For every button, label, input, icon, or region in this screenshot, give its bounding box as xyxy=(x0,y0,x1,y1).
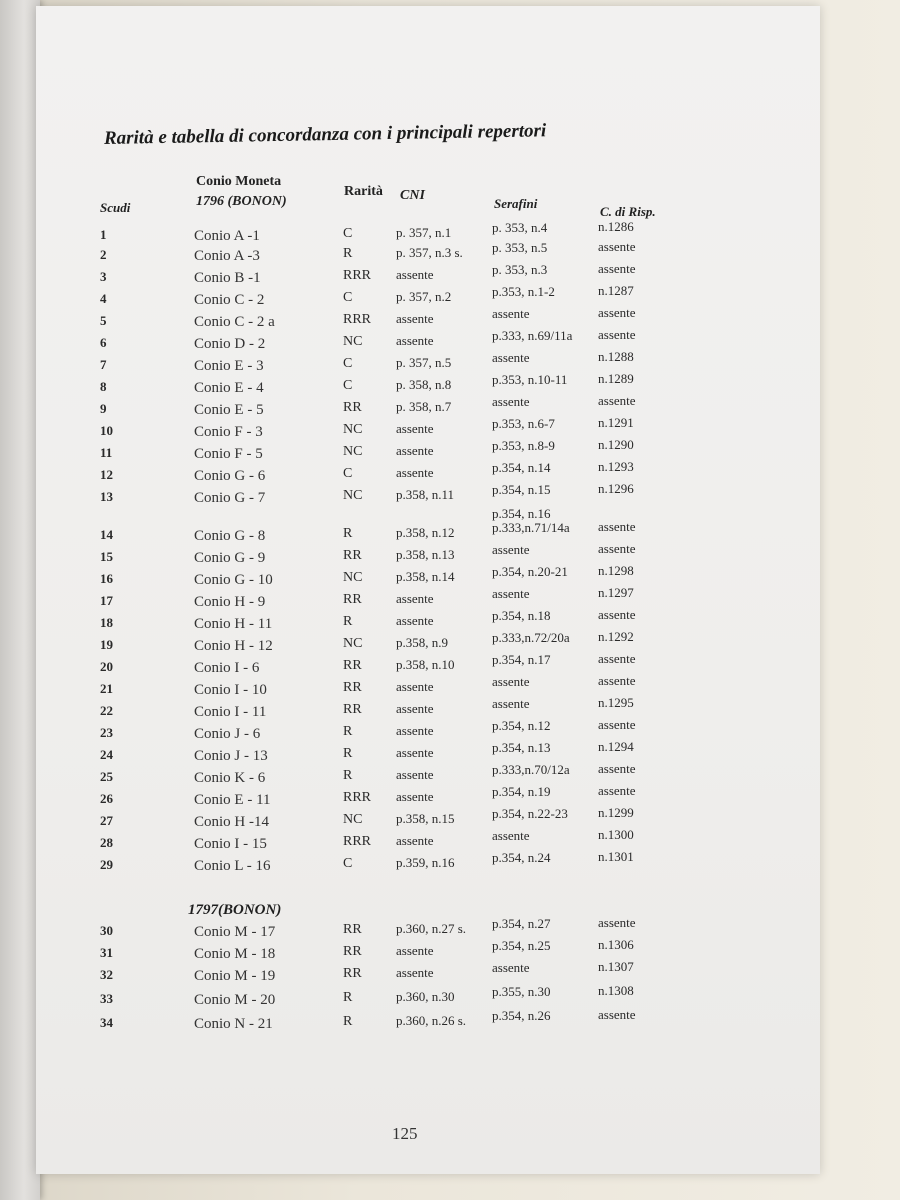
cell-risp: assente xyxy=(598,761,636,776)
cell-conio: Conio M - 20 xyxy=(194,992,276,1008)
cell-conio: Conio G - 6 xyxy=(194,468,266,484)
header-scudi: Scudi xyxy=(100,200,131,215)
cell-rarita: R xyxy=(343,990,353,1005)
cell-serafini: p.353, n.10-11 xyxy=(492,372,568,387)
cell-rarita: RR xyxy=(343,702,362,717)
cell-cni: p. 357, n.5 xyxy=(396,355,452,370)
cell-serafini: p.354, n.19 xyxy=(492,784,551,799)
cell-serafini: p.333,n.72/20a xyxy=(492,630,570,645)
cell-rarita: R xyxy=(343,724,353,739)
cell-n: 9 xyxy=(100,401,107,417)
cell-cni: p.358, n.12 xyxy=(396,525,455,540)
cell-conio: Conio H - 12 xyxy=(194,638,273,654)
cell-risp: n.1289 xyxy=(598,371,634,386)
cell-cni: assente xyxy=(396,965,434,980)
cell-risp: assente xyxy=(598,1007,636,1022)
cell-serafini: assente xyxy=(492,542,530,557)
cell-rarita: C xyxy=(343,226,353,241)
cell-cni: assente xyxy=(396,767,434,782)
cell-rarita: RRR xyxy=(343,312,372,327)
cell-cni: p. 358, n.8 xyxy=(396,377,452,392)
cell-cni: p.358, n.15 xyxy=(396,811,455,826)
cell-conio: Conio A -3 xyxy=(194,248,260,264)
cell-risp: n.1294 xyxy=(598,739,634,754)
cell-risp: assente xyxy=(598,393,636,408)
cell-risp: assente xyxy=(598,239,636,254)
cell-risp: assente xyxy=(598,261,636,276)
cell-n: 11 xyxy=(100,445,113,461)
cell-conio: Conio G - 7 xyxy=(194,490,266,506)
cell-cni: p.358, n.11 xyxy=(396,487,455,502)
cell-risp: n.1306 xyxy=(598,937,634,952)
cell-risp: n.1286 xyxy=(598,219,634,234)
cell-cni: p.358, n.10 xyxy=(396,657,455,672)
header-risp: C. di Risp. xyxy=(600,204,656,219)
cell-rarita: R xyxy=(343,1014,353,1029)
cell-n: 8 xyxy=(100,379,107,395)
cell-risp: assente xyxy=(598,327,636,342)
cell-conio: Conio I - 15 xyxy=(194,836,267,852)
cell-conio: Conio G - 8 xyxy=(194,528,266,544)
cell-serafini: assente xyxy=(492,828,530,843)
cell-conio: Conio E - 4 xyxy=(194,380,264,396)
cell-conio: Conio G - 9 xyxy=(194,550,266,566)
cell-conio: Conio H -14 xyxy=(194,814,269,830)
cell-cni: p.360, n.30 xyxy=(396,989,455,1004)
cell-conio: Conio G - 10 xyxy=(194,572,273,588)
cell-cni: p.359, n.16 xyxy=(396,855,455,870)
cell-cni: assente xyxy=(396,943,434,958)
cell-risp: n.1299 xyxy=(598,805,634,820)
cell-cni: p.360, n.27 s. xyxy=(396,921,467,936)
cell-rarita: R xyxy=(343,526,353,541)
cell-serafini: p.354, n.27 xyxy=(492,916,551,931)
cell-cni: assente xyxy=(396,311,434,326)
cell-n: 15 xyxy=(100,549,113,565)
cell-n: 23 xyxy=(100,725,113,741)
cell-rarita: NC xyxy=(343,812,363,827)
cell-n: 20 xyxy=(100,659,113,675)
cell-rarita: R xyxy=(343,246,353,261)
cell-cni: assente xyxy=(396,613,434,628)
cell-cni: p. 357, n.2 xyxy=(396,289,452,304)
cell-rarita: C xyxy=(343,466,353,481)
cell-cni: p. 358, n.7 xyxy=(396,399,452,414)
cell-rarita: RRR xyxy=(343,834,372,849)
cell-cni: assente xyxy=(396,465,434,480)
cell-risp: assente xyxy=(598,651,636,666)
cell-conio: Conio I - 10 xyxy=(194,682,267,698)
cell-conio: Conio D - 2 xyxy=(194,336,266,352)
cell-cni: p.358, n.9 xyxy=(396,635,448,650)
cell-n: 31 xyxy=(100,945,113,961)
cell-n: 14 xyxy=(100,527,113,543)
previous-page-edge xyxy=(0,0,40,1200)
cell-conio: Conio C - 2 xyxy=(194,292,265,308)
cell-serafini: p. 353, n.4 xyxy=(492,220,548,235)
cell-risp: n.1297 xyxy=(598,585,634,600)
cell-risp: n.1307 xyxy=(598,959,634,974)
cell-rarita: R xyxy=(343,768,353,783)
cell-conio: Conio E - 11 xyxy=(194,792,271,808)
cell-serafini: assente xyxy=(492,696,530,711)
cell-n: 34 xyxy=(100,1015,113,1031)
cell-n: 29 xyxy=(100,857,113,873)
cell-serafini: p.333,n.71/14a xyxy=(492,520,570,535)
cell-rarita: RR xyxy=(343,592,362,607)
header-conio-line1: Conio Moneta xyxy=(196,174,282,189)
cell-risp: n.1293 xyxy=(598,459,634,474)
cell-n: 28 xyxy=(100,835,113,851)
cell-n: 27 xyxy=(100,813,113,829)
cell-n: 22 xyxy=(100,703,113,719)
cell-serafini: assente xyxy=(492,306,530,321)
cell-risp: assente xyxy=(598,673,636,688)
cell-rarita: RR xyxy=(343,658,362,673)
cell-serafini: assente xyxy=(492,350,530,365)
cell-serafini: assente xyxy=(492,394,530,409)
cell-rarita: NC xyxy=(343,636,363,651)
cell-n: 10 xyxy=(100,423,113,439)
cell-risp: n.1301 xyxy=(598,849,634,864)
cell-n: 24 xyxy=(100,747,113,763)
cell-serafini: p.354, n.20-21 xyxy=(492,564,568,579)
cell-serafini: p.333,n.70/12a xyxy=(492,762,570,777)
cell-conio: Conio N - 21 xyxy=(194,1016,273,1032)
cell-n: 6 xyxy=(100,335,107,351)
cell-serafini: p.354, n.13 xyxy=(492,740,551,755)
cell-conio: Conio I - 11 xyxy=(194,704,267,720)
cell-rarita: RR xyxy=(343,922,362,937)
cell-conio: Conio L - 16 xyxy=(194,858,271,874)
cell-cni: assente xyxy=(396,679,434,694)
cell-cni: assente xyxy=(396,723,434,738)
cell-rarita: RRR xyxy=(343,790,372,805)
cell-rarita: NC xyxy=(343,334,363,349)
cell-n: 21 xyxy=(100,681,113,697)
cell-n: 32 xyxy=(100,967,113,983)
cell-serafini: p.354, n.12 xyxy=(492,718,551,733)
cell-n: 30 xyxy=(100,923,113,939)
cell-conio: Conio J - 6 xyxy=(194,726,261,742)
page-number: 125 xyxy=(392,1124,418,1143)
cell-n: 19 xyxy=(100,637,113,653)
cell-rarita: RR xyxy=(343,944,362,959)
cell-risp: n.1287 xyxy=(598,283,634,298)
cell-rarita: NC xyxy=(343,444,363,459)
cell-serafini: assente xyxy=(492,960,530,975)
cell-risp: n.1298 xyxy=(598,563,634,578)
cell-conio: Conio I - 6 xyxy=(194,660,260,676)
cell-cni: assente xyxy=(396,443,434,458)
cell-risp: n.1308 xyxy=(598,983,634,998)
cell-rarita: R xyxy=(343,746,353,761)
cell-cni: assente xyxy=(396,267,434,282)
cell-conio: Conio H - 11 xyxy=(194,616,273,632)
cell-serafini-extra: p.354, n.16 xyxy=(492,506,551,521)
cell-rarita: RR xyxy=(343,548,362,563)
cell-risp: assente xyxy=(598,915,636,930)
cell-conio: Conio K - 6 xyxy=(194,770,266,786)
cell-cni: assente xyxy=(396,789,434,804)
cell-serafini: p.353, n.6-7 xyxy=(492,416,555,431)
cell-serafini: assente xyxy=(492,674,530,689)
cell-serafini: p.354, n.24 xyxy=(492,850,551,865)
cell-rarita: C xyxy=(343,856,353,871)
cell-rarita: C xyxy=(343,356,353,371)
cell-cni: p.358, n.13 xyxy=(396,547,455,562)
cell-conio: Conio F - 5 xyxy=(194,446,263,462)
cell-serafini: p.354, n.18 xyxy=(492,608,551,623)
cell-cni: assente xyxy=(396,421,434,436)
cell-rarita: NC xyxy=(343,488,363,503)
cell-n: 7 xyxy=(100,357,107,373)
cell-serafini: p. 353, n.5 xyxy=(492,240,548,255)
cell-n: 16 xyxy=(100,571,113,587)
cell-conio: Conio M - 17 xyxy=(194,924,276,940)
cell-n: 2 xyxy=(100,247,107,263)
cell-risp: n.1288 xyxy=(598,349,634,364)
cell-risp: n.1292 xyxy=(598,629,634,644)
cell-conio: Conio F - 3 xyxy=(194,424,263,440)
cell-serafini: assente xyxy=(492,586,530,601)
cell-risp: n.1296 xyxy=(598,481,634,496)
cell-conio: Conio M - 18 xyxy=(194,946,276,962)
cell-risp: n.1295 xyxy=(598,695,634,710)
cell-rarita: C xyxy=(343,378,353,393)
cell-n: 12 xyxy=(100,467,113,483)
cell-serafini: p.354, n.17 xyxy=(492,652,551,667)
cell-conio: Conio E - 5 xyxy=(194,402,264,418)
cell-risp: n.1290 xyxy=(598,437,634,452)
cell-rarita: RR xyxy=(343,966,362,981)
header-rarita: Rarità xyxy=(344,184,383,199)
cell-serafini: p.354, n.14 xyxy=(492,460,551,475)
cell-n: 17 xyxy=(100,593,113,609)
cell-serafini: p. 353, n.3 xyxy=(492,262,548,277)
cell-risp: assente xyxy=(598,607,636,622)
cell-cni: p.360, n.26 s. xyxy=(396,1013,467,1028)
cell-n: 25 xyxy=(100,769,113,785)
cell-cni: assente xyxy=(396,833,434,848)
cell-rarita: R xyxy=(343,614,353,629)
cell-n: 5 xyxy=(100,313,107,329)
cell-cni: assente xyxy=(396,701,434,716)
cell-cni: p. 357, n.3 s. xyxy=(396,245,463,260)
cell-risp: assente xyxy=(598,717,636,732)
cell-cni: assente xyxy=(396,333,434,348)
cell-risp: assente xyxy=(598,305,636,320)
page-title: Rarità e tabella di concordanza con i principali repertori xyxy=(103,120,547,149)
cell-serafini: p.353, n.1-2 xyxy=(492,284,555,299)
cell-serafini: p.354, n.22-23 xyxy=(492,806,568,821)
cell-n: 33 xyxy=(100,991,113,1007)
cell-cni: assente xyxy=(396,745,434,760)
cell-conio: Conio B -1 xyxy=(194,270,261,286)
cell-serafini: p.354, n.26 xyxy=(492,1008,551,1023)
cell-conio: Conio A -1 xyxy=(194,228,260,244)
cell-n: 1 xyxy=(100,227,107,243)
cell-n: 26 xyxy=(100,791,113,807)
cell-conio: Conio E - 3 xyxy=(194,358,264,374)
cell-risp: assente xyxy=(598,783,636,798)
cell-conio: Conio M - 19 xyxy=(194,968,276,984)
cell-risp: n.1291 xyxy=(598,415,634,430)
cell-cni: assente xyxy=(396,591,434,606)
cell-rarita: NC xyxy=(343,422,363,437)
cell-cni: p.358, n.14 xyxy=(396,569,455,584)
cell-serafini: p.354, n.25 xyxy=(492,938,551,953)
section-heading-1797: 1797(BONON) xyxy=(188,902,282,918)
cell-rarita: RR xyxy=(343,400,362,415)
cell-rarita: C xyxy=(343,290,353,305)
cell-serafini: p.353, n.8-9 xyxy=(492,438,555,453)
cell-rarita: RRR xyxy=(343,268,372,283)
cell-n: 3 xyxy=(100,269,107,285)
header-conio-line2: 1796 (BONON) xyxy=(196,194,287,209)
cell-serafini: p.333, n.69/11a xyxy=(492,328,573,343)
cell-conio: Conio J - 13 xyxy=(194,748,268,764)
cell-rarita: NC xyxy=(343,570,363,585)
cell-risp: assente xyxy=(598,541,636,556)
header-cni: CNI xyxy=(400,188,425,203)
cell-conio: Conio C - 2 a xyxy=(194,314,275,330)
cell-risp: assente xyxy=(598,519,636,534)
cell-n: 4 xyxy=(100,291,107,307)
cell-n: 18 xyxy=(100,615,113,631)
cell-serafini: p.354, n.15 xyxy=(492,482,551,497)
cell-conio: Conio H - 9 xyxy=(194,594,266,610)
header-serafini: Serafini xyxy=(494,196,538,211)
cell-risp: n.1300 xyxy=(598,827,634,842)
cell-rarita: RR xyxy=(343,680,362,695)
cell-cni: p. 357, n.1 xyxy=(396,225,452,240)
cell-n: 13 xyxy=(100,489,113,505)
cell-serafini: p.355, n.30 xyxy=(492,984,551,999)
